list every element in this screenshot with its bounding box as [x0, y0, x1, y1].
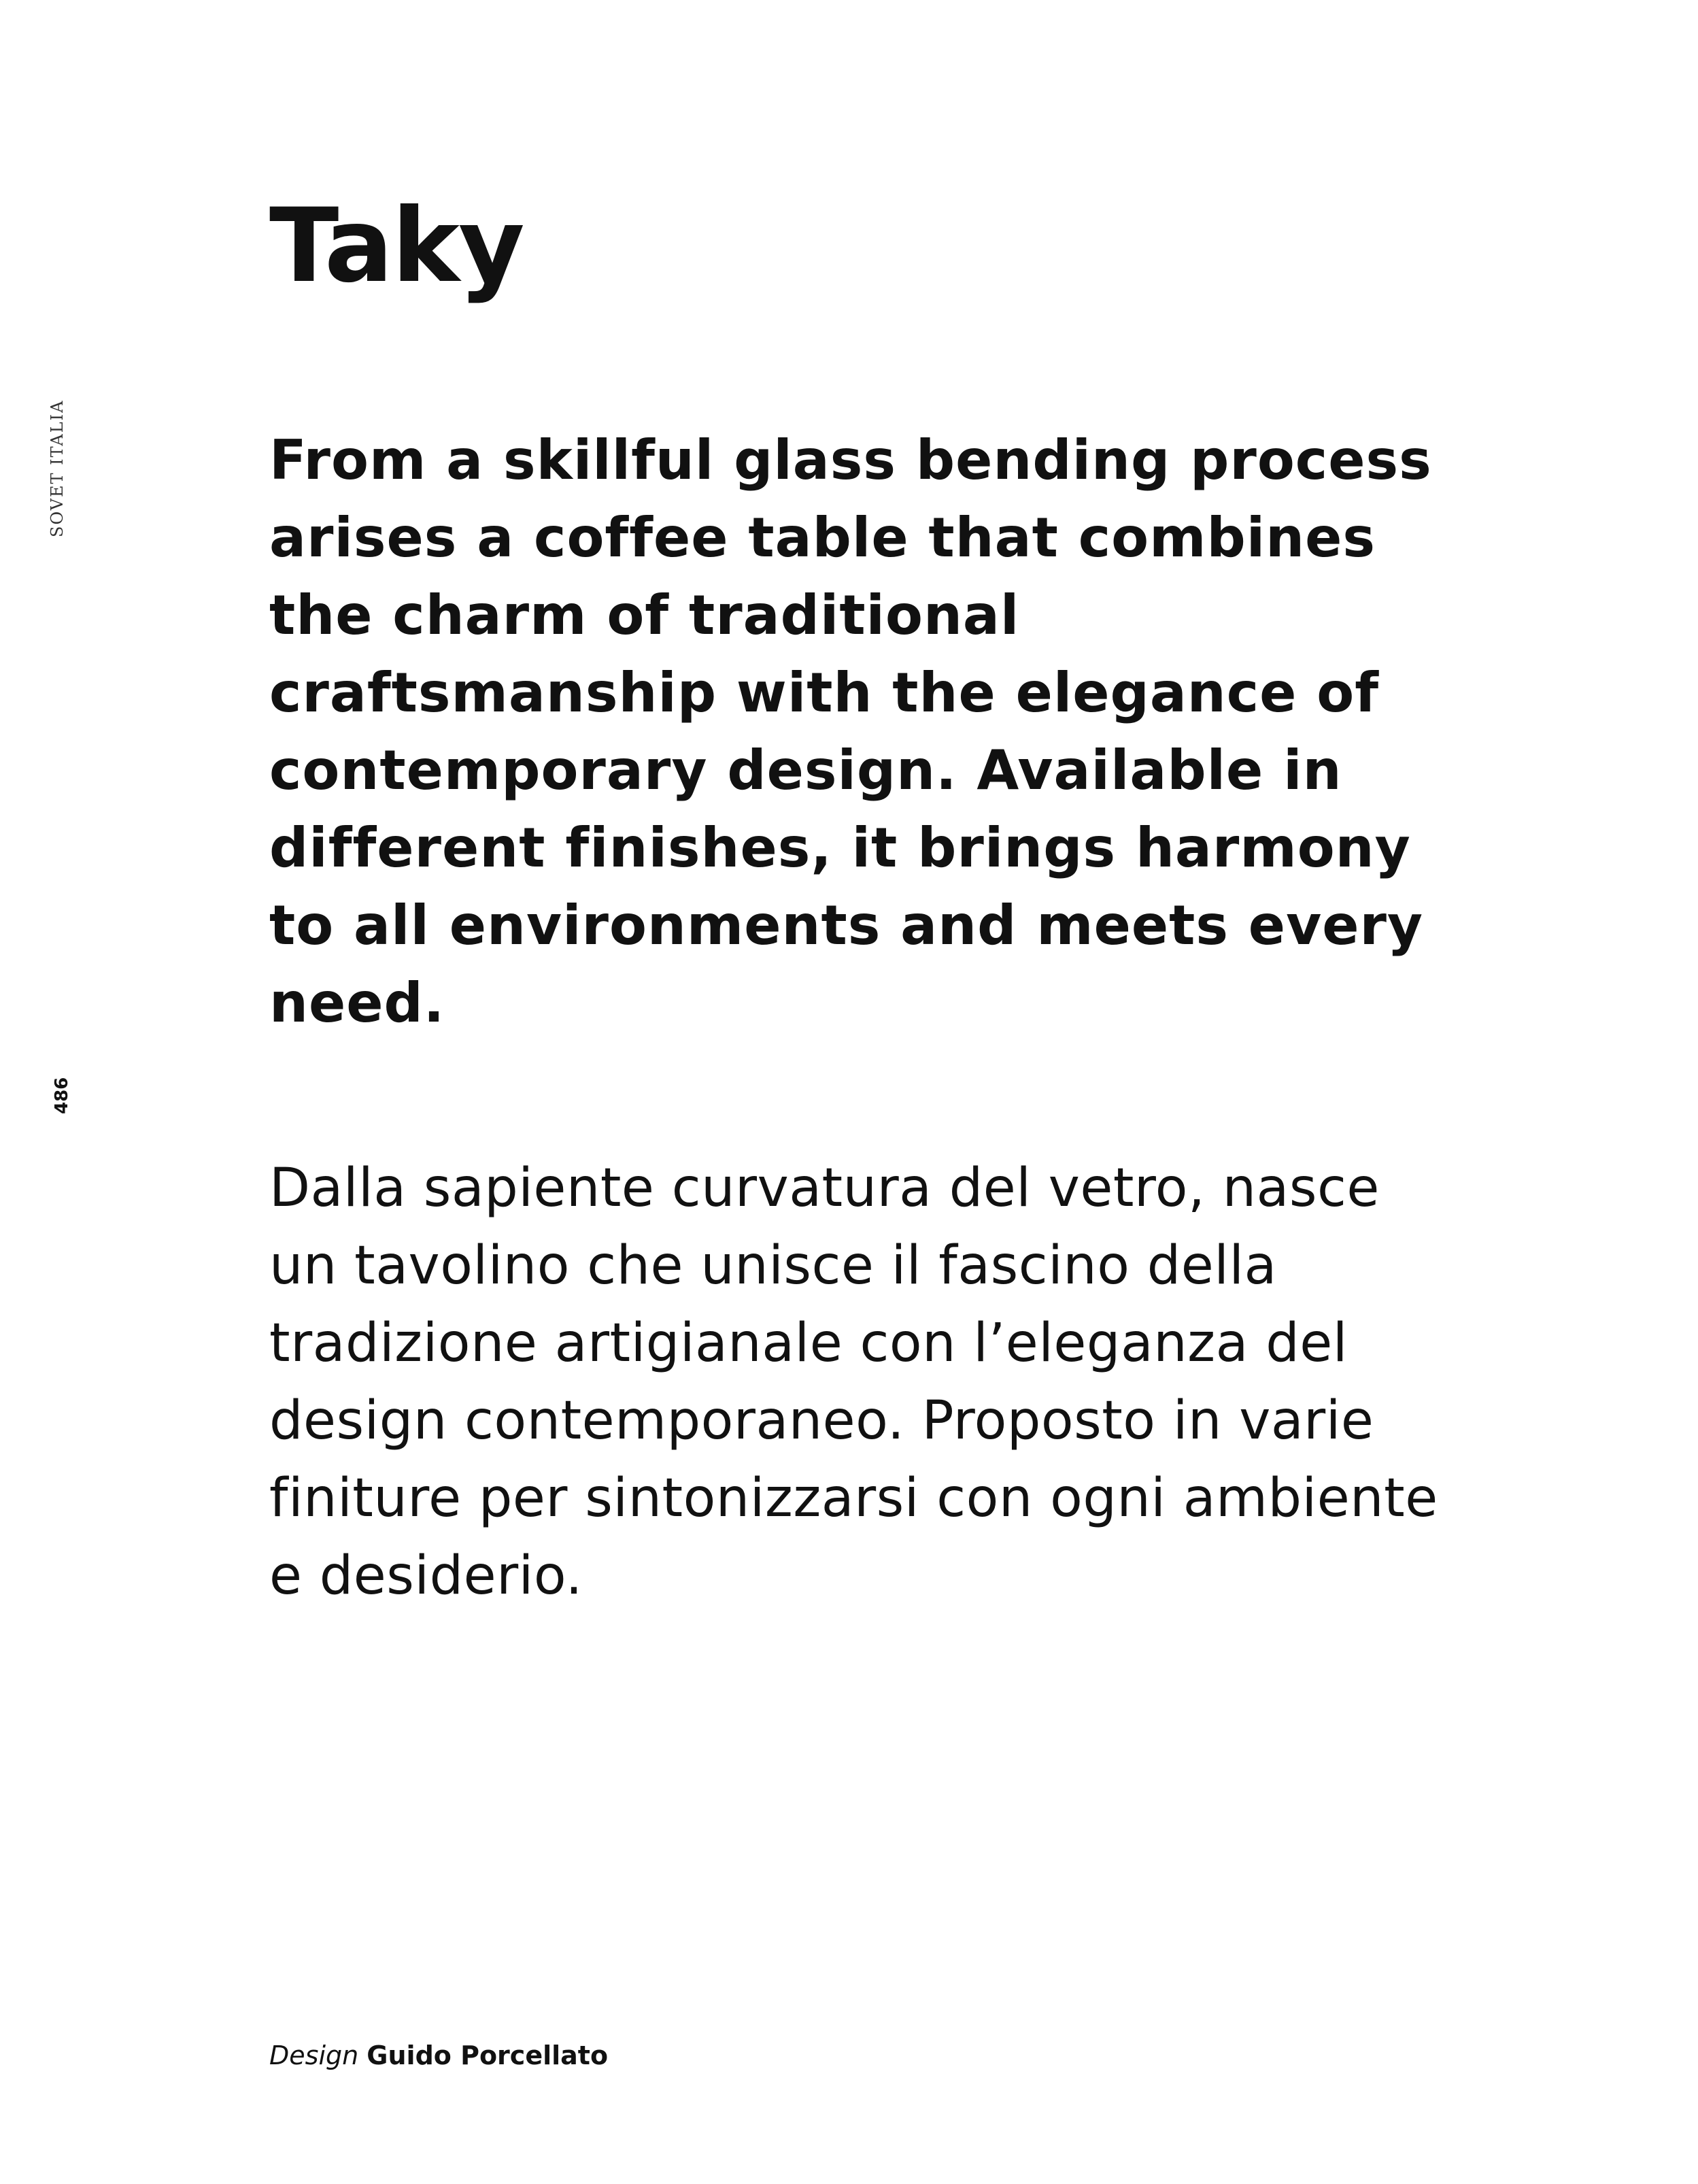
design-credit	[269, 2040, 608, 2070]
product-description-italian: Dalla sapiente curvatura del vetro, nasce un tavolino che unisce il fascino della tradizione artigianale con l’eleganza del design contemporaneo. Proposto in varie finiture per sintonizzarsi con ogni ambiente e desiderio.	[269, 1158, 1438, 1607]
designer-name: Guido Porcellato	[367, 2040, 609, 2070]
page-number: 486	[52, 1077, 72, 1114]
product-title: Taky	[269, 187, 524, 305]
design-credit-label: Design	[269, 2040, 359, 2070]
brand-vertical-label: SOVET ITALIA	[48, 399, 67, 537]
product-description-english: From a skillful glass bending process arises a coffee table that combines the charm of traditional craftsmanship with the elegance of contemporary design. Available in different finishes, it brings harmony to all environments and meets every need.	[269, 429, 1432, 1035]
